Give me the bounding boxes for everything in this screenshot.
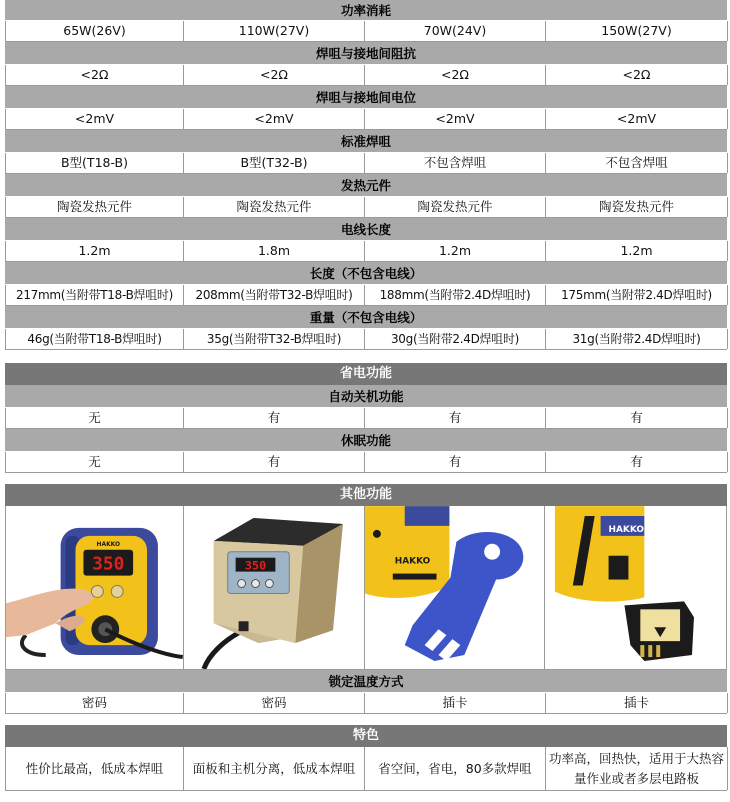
table-cell: 1.8m	[184, 241, 365, 261]
row-sleep	[5, 452, 727, 473]
table-cell: 陶瓷发热元件	[6, 197, 184, 217]
row-header-length: 长度（不包含电线）	[5, 262, 727, 285]
section-title-features: 特色	[5, 725, 727, 747]
table-cell: B型(T32-B)	[184, 153, 365, 173]
row-header-potential: 焊咀与接地间电位	[5, 86, 727, 109]
table-cell: 插卡	[546, 693, 728, 713]
soldering-station-blue-image	[6, 506, 183, 669]
table-cell: 有	[365, 408, 546, 428]
table-cell: 不包含焊咀	[546, 153, 728, 173]
table-cell: 功率高，回热快，适用于大热容量作业或者多层电路板	[546, 747, 728, 790]
row-standard-tip	[5, 153, 727, 174]
row-header-auto-off: 自动关机功能	[5, 385, 727, 408]
table-cell: <2Ω	[365, 65, 546, 85]
row-header-heater: 发热元件	[5, 174, 727, 197]
table-cell: 密码	[184, 693, 365, 713]
table-cell: 65W(26V)	[6, 21, 184, 41]
table-cell: 密码	[6, 693, 184, 713]
table-cell: 陶瓷发热元件	[546, 197, 728, 217]
row-cord-length	[5, 241, 727, 262]
row-header-lock-method: 锁定温度方式	[5, 670, 727, 693]
black-key-card-image	[545, 506, 726, 669]
row-weight	[5, 329, 727, 350]
soldering-station-silver-image	[184, 506, 364, 669]
table-cell: 陶瓷发热元件	[184, 197, 365, 217]
table-cell: 1.2m	[546, 241, 728, 261]
table-cell: 有	[365, 452, 546, 472]
table-cell: <2mV	[6, 109, 184, 129]
spacer	[5, 473, 727, 484]
row-header-impedance: 焊咀与接地间阻抗	[5, 42, 727, 65]
row-features	[5, 747, 727, 791]
section-title-other: 其他功能	[5, 484, 727, 506]
svg-text:350: 350	[92, 553, 125, 575]
blue-key-card-image	[365, 506, 545, 669]
row-potential	[5, 109, 727, 130]
table-cell: 插卡	[365, 693, 546, 713]
table-cell: 有	[184, 408, 365, 428]
table-cell: 31g(当附带2.4D焊咀时)	[546, 329, 728, 349]
row-auto-off	[5, 408, 727, 429]
row-impedance	[5, 65, 727, 86]
table-cell: 30g(当附带2.4D焊咀时)	[365, 329, 546, 349]
svg-text:HAKKO: HAKKO	[96, 540, 121, 548]
table-cell: 无	[6, 452, 184, 472]
svg-text:350: 350	[244, 558, 267, 573]
table-cell: 1.2m	[365, 241, 546, 261]
product-image-4	[545, 506, 727, 669]
table-cell: 性价比最高，低成本焊咀	[6, 747, 184, 790]
table-cell: <2mV	[365, 109, 546, 129]
product-images-row	[5, 506, 727, 670]
table-cell: 面板和主机分离，低成本焊咀	[184, 747, 365, 790]
spacer	[5, 714, 727, 725]
table-cell: 无	[6, 408, 184, 428]
spacer	[5, 350, 727, 363]
table-cell: <2mV	[546, 109, 728, 129]
row-power	[5, 21, 727, 42]
table-cell: 46g(当附带T18-B焊咀时)	[6, 329, 184, 349]
table-cell: <2Ω	[6, 65, 184, 85]
table-cell: <2mV	[184, 109, 365, 129]
table-cell: 70W(24V)	[365, 21, 546, 41]
table-cell: 35g(当附带T32-B焊咀时)	[184, 329, 365, 349]
svg-text:HAKKO: HAKKO	[608, 524, 645, 535]
table-cell: 217mm(当附带T18-B焊咀时)	[6, 285, 184, 305]
table-cell: <2Ω	[546, 65, 728, 85]
row-header-sleep: 休眠功能	[5, 429, 727, 452]
product-image-3	[365, 506, 546, 669]
table-cell: 110W(27V)	[184, 21, 365, 41]
svg-text:HAKKO: HAKKO	[394, 556, 430, 567]
table-cell: <2Ω	[184, 65, 365, 85]
table-cell: 有	[184, 452, 365, 472]
table-cell: 有	[546, 452, 728, 472]
row-lock-method	[5, 693, 727, 714]
table-cell: 有	[546, 408, 728, 428]
table-cell: 省空间，省电，80多款焊咀	[365, 747, 546, 790]
table-cell: 陶瓷发热元件	[365, 197, 546, 217]
table-cell: 188mm(当附带2.4D焊咀时)	[365, 285, 546, 305]
row-header-weight: 重量（不包含电线）	[5, 306, 727, 329]
row-length	[5, 285, 727, 306]
table-cell: 150W(27V)	[546, 21, 728, 41]
row-header-standard-tip: 标准焊咀	[5, 130, 727, 153]
table-cell: B型(T18-B)	[6, 153, 184, 173]
table-cell: 1.2m	[6, 241, 184, 261]
section-title-power-saving: 省电功能	[5, 363, 727, 385]
row-header-cord-length: 电线长度	[5, 218, 727, 241]
table-cell: 208mm(当附带T32-B焊咀时)	[184, 285, 365, 305]
table-cell: 不包含焊咀	[365, 153, 546, 173]
spec-table	[5, 0, 727, 791]
row-header-power: 功率消耗	[5, 0, 727, 21]
table-cell: 175mm(当附带2.4D焊咀时)	[546, 285, 728, 305]
product-image-1	[6, 506, 184, 669]
row-heater	[5, 197, 727, 218]
product-image-2	[184, 506, 365, 669]
